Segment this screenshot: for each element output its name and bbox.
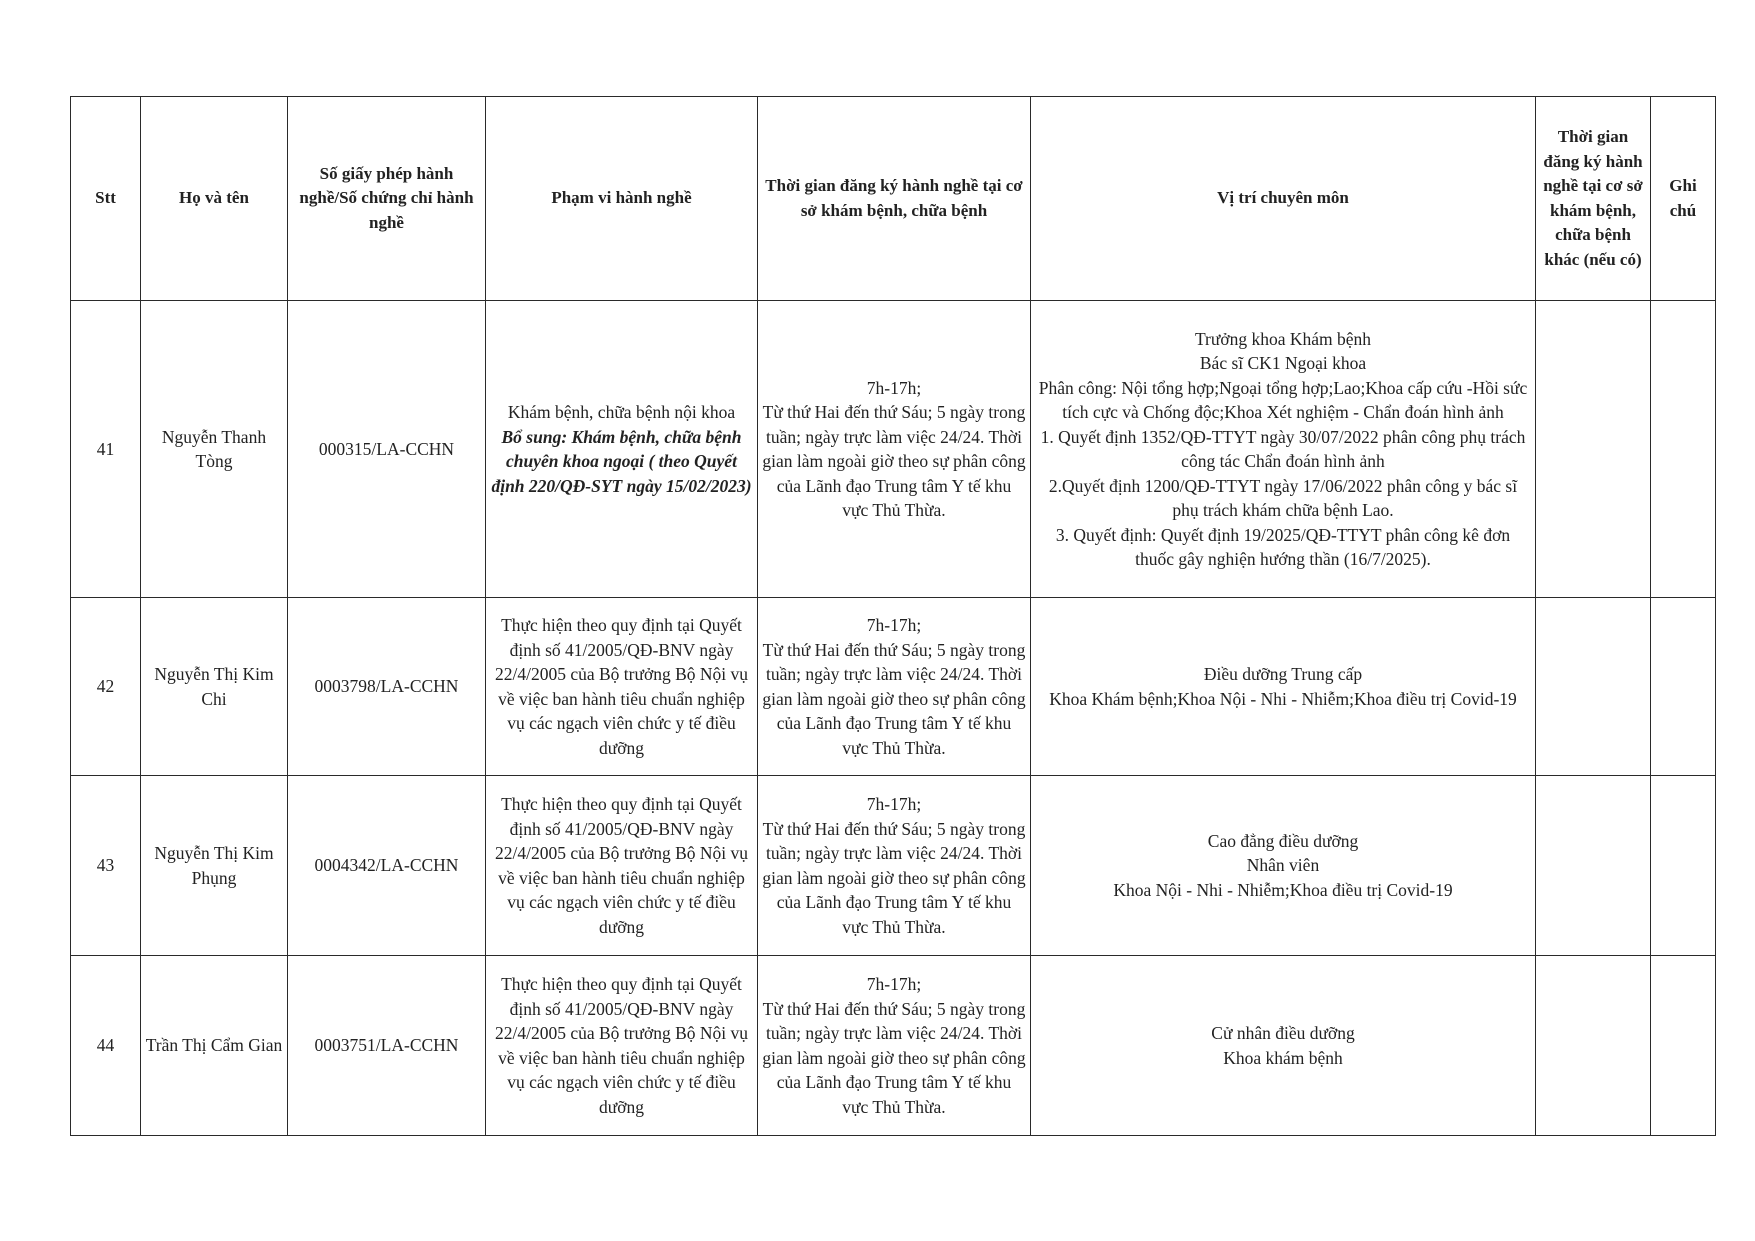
position-line: Khoa khám bệnh: [1223, 1047, 1343, 1068]
cell-license: 0004342/LA-CCHN: [288, 776, 486, 956]
header-row: [71, 97, 1716, 301]
staff-table: [70, 96, 1716, 1136]
cell-license: 0003798/LA-CCHN: [288, 598, 486, 776]
position-line: Điều dưỡng Trung cấp: [1203, 664, 1363, 684]
position-line: Cử nhân điều dưỡng: [1211, 1023, 1355, 1043]
header-stt: Stt: [71, 97, 141, 301]
cell-position: [1031, 301, 1536, 598]
table-row: [71, 301, 1716, 598]
cell-time: 7h-17h; Từ thứ Hai đến thứ Sáu; 5 ngày trong tuần; ngày trực làm việc 24/24. Thời gian làm ngoài giờ theo sự phân công của Lãnh đạo Trung tâm Y tế khu vực Thủ Thừa.: [758, 776, 1031, 956]
cell-position: [1031, 956, 1536, 1136]
cell-name: Trần Thị Cẩm Gian: [141, 956, 288, 1136]
cell-license: 000315/LA-CCHN: [288, 301, 486, 598]
header-position: Vị trí chuyên môn: [1031, 97, 1536, 301]
position-line: Khoa Nội - Nhi - Nhiễm;Khoa điều trị Covid-19: [1113, 879, 1453, 900]
cell-name: Nguyễn Thị Kim Phụng: [141, 776, 288, 956]
scope-extra-text: Bổ sung: Khám bệnh, chữa bệnh chuyên khoa ngoại ( theo Quyết định 220/QĐ-SYT ngày 15/02/2023): [491, 426, 752, 496]
cell-license: 0003751/LA-CCHN: [288, 956, 486, 1136]
header-other-time: Thời gian đăng ký hành nghề tại cơ sở khám bệnh, chữa bệnh khác (nếu có): [1536, 97, 1651, 301]
header-scope: Phạm vi hành nghề: [486, 97, 758, 301]
cell-note: [1651, 776, 1716, 956]
cell-scope: Thực hiện theo quy định tại Quyết định số 41/2005/QĐ-BNV ngày 22/4/2005 của Bộ trưởng Bộ Nội vụ về việc ban hành tiêu chuẩn nghiệp vụ các ngạch viên chức y tế điều dưỡng: [486, 776, 758, 956]
header-name: Họ và tên: [141, 97, 288, 301]
cell-other-time: [1536, 598, 1651, 776]
cell-stt: 42: [71, 598, 141, 776]
cell-note: [1651, 301, 1716, 598]
cell-time: 7h-17h; Từ thứ Hai đến thứ Sáu; 5 ngày trong tuần; ngày trực làm việc 24/24. Thời gian làm ngoài giờ theo sự phân công của Lãnh đạo Trung tâm Y tế khu vực Thủ Thừa.: [758, 956, 1031, 1136]
header-license: Số giấy phép hành nghề/Số chứng chỉ hành nghề: [288, 97, 486, 301]
header-time: Thời gian đăng ký hành nghề tại cơ sở khám bệnh, chữa bệnh: [758, 97, 1031, 301]
table-row: [71, 598, 1716, 776]
cell-other-time: [1536, 776, 1651, 956]
cell-other-time: [1536, 301, 1651, 598]
cell-stt: 41: [71, 301, 141, 598]
cell-other-time: [1536, 956, 1651, 1136]
position-line: Trưởng khoa Khám bệnh: [1194, 328, 1372, 349]
cell-note: [1651, 956, 1716, 1136]
cell-name: Nguyễn Thị Kim Chi: [141, 598, 288, 776]
cell-time: 7h-17h; Từ thứ Hai đến thứ Sáu; 5 ngày trong tuần; ngày trực làm việc 24/24. Thời gian làm ngoài giờ theo sự phân công của Lãnh đạo Trung tâm Y tế khu vực Thủ Thừa.: [758, 301, 1031, 598]
header-note: Ghi chú: [1651, 97, 1716, 301]
cell-scope: Thực hiện theo quy định tại Quyết định số 41/2005/QĐ-BNV ngày 22/4/2005 của Bộ trưởng Bộ Nội vụ về việc ban hành tiêu chuẩn nghiệp vụ các ngạch viên chức y tế điều dưỡng: [486, 956, 758, 1136]
position-line: 2.Quyết định 1200/QĐ-TTYT ngày 17/06/2022 phân công y bác sĩ phụ trách khám chữa bệnh Lao.: [1048, 475, 1518, 520]
position-line: Phân công: Nội tổng hợp;Ngoại tổng hợp;Lao;Khoa cấp cứu -Hồi sức tích cực và Chống độc;Khoa Xét nghiệm - Chẩn đoán hình ảnh: [1038, 377, 1528, 422]
cell-name: Nguyễn Thanh Tòng: [141, 301, 288, 598]
position-line: 1. Quyết định 1352/QĐ-TTYT ngày 30/07/2022 phân công phụ trách công tác Chẩn đoán hình ảnh: [1040, 426, 1526, 471]
cell-time: 7h-17h; Từ thứ Hai đến thứ Sáu; 5 ngày trong tuần; ngày trực làm việc 24/24. Thời gian làm ngoài giờ theo sự phân công của Lãnh đạo Trung tâm Y tế khu vực Thủ Thừa.: [758, 598, 1031, 776]
position-line: 3. Quyết định: Quyết định 19/2025/QĐ-TTYT phân công kê đơn thuốc gây nghiện hướng thần (16/7/2025).: [1055, 524, 1511, 569]
position-line: Bác sĩ CK1 Ngoại khoa: [1199, 353, 1367, 373]
cell-note: [1651, 598, 1716, 776]
cell-scope: [486, 301, 758, 598]
position-line: Khoa Khám bệnh;Khoa Nội - Nhi - Nhiễm;Khoa điều trị Covid-19: [1049, 688, 1517, 709]
position-line: Cao đẳng điều dưỡng: [1207, 830, 1359, 851]
cell-stt: 43: [71, 776, 141, 956]
cell-stt: 44: [71, 956, 141, 1136]
table-row: [71, 956, 1716, 1136]
cell-scope: Thực hiện theo quy định tại Quyết định số 41/2005/QĐ-BNV ngày 22/4/2005 của Bộ trưởng Bộ Nội vụ về việc ban hành tiêu chuẩn nghiệp vụ các ngạch viên chức y tế điều dưỡng: [486, 598, 758, 776]
cell-position: [1031, 598, 1536, 776]
cell-position: [1031, 776, 1536, 956]
position-line: Nhân viên: [1246, 855, 1320, 876]
table-row: [71, 776, 1716, 956]
scope-text: Khám bệnh, chữa bệnh nội khoa: [507, 402, 736, 422]
